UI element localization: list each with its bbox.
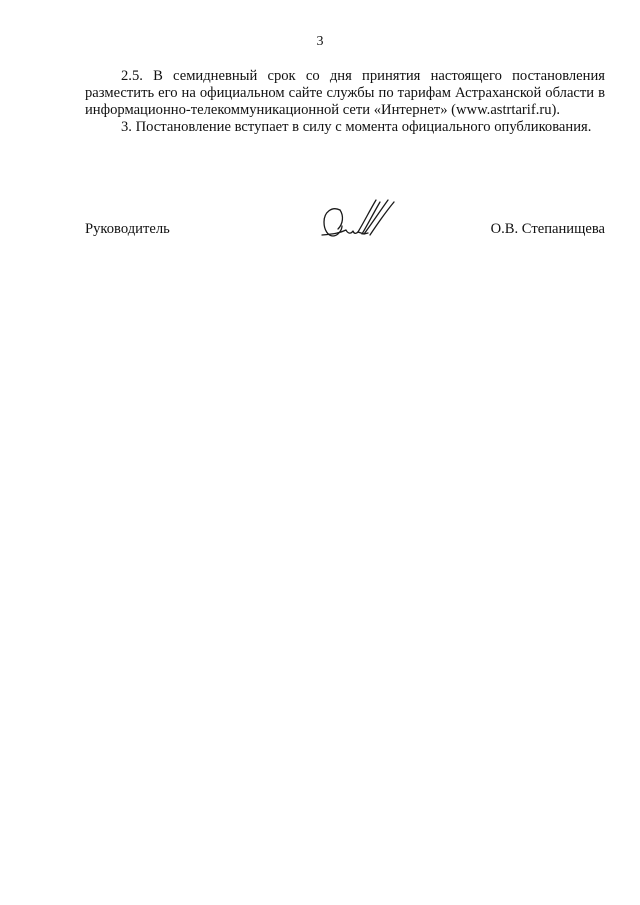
handwritten-signature xyxy=(318,196,402,246)
paragraph-2-5: 2.5. В семидневный срок со дня принятия настоящего постановления разместить его на официальном сайте службы по тарифам Астраханской области в информационно-телекоммуникационной сети «Интернет» (www.astrtarif.ru). xyxy=(85,68,605,118)
signer-position: Руководитель xyxy=(85,221,170,237)
paragraph-3: 3. Постановление вступает в силу с момента официального опубликования. xyxy=(121,119,592,135)
document-body xyxy=(85,68,605,136)
page-number: 3 xyxy=(316,34,324,49)
signer-name: О.В. Степанищева xyxy=(490,221,605,237)
